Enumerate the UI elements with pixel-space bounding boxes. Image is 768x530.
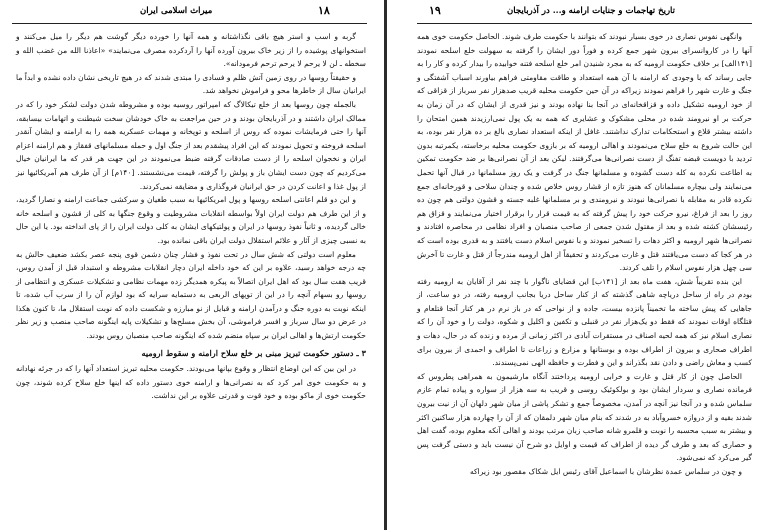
running-title: میراث اسلامی ایران — [140, 6, 213, 16]
paragraph: و چون در سلماس عمدة نظرشان با اسماعیل آقای رئیس ایل شکاک مقصور بود زیراکه — [469, 467, 742, 476]
header-rule — [12, 23, 367, 24]
paragraph: معلوم است دولتی که شش سال در تحت نفوذ و فشار چنان دشمن قوی پنجه عصر بکشد ضعیف حالش به چه درجه خواهد رسید، علاوه بر این که خود داخله ایران دچار انقلابات مشروطه و استبداد قبل از آمدن روس، قریب هفت سال بود که اهل ایران اتصالاً به پیکره همدیگر زده مهمات نظامی و تشکیلات عسکری و انتظامی از روسها رو بسهام آنچه را در این از توپهای الربعی به دستمایه سرایه که بود لوازم آن را از سرب آب شده، تا اینکه نوبت به دوره جنگ و درآمدن ارامنه و قبایل از نو مبارزه و شکست داده که نوبت استقلال ما، تا کنون هکذا در عرض دو سال سرباز و افسر فراموشی، آن بخش مسلح‌ها و تشکیلات پایه اینگونه صاحب منصب و زیر نظر حکومت ارتش‌ها و اهالی ایران بر سپاه منضم شده که اینگونه صاحب منصبان روس بودند. — [16, 249, 366, 341]
paragraph: و این دو قلم اعانتی اسلحه روسها و پول امریکائیها به سبب طغیان و سرکشی جماعت ارامنه و نصارا گردید، و از این طرف هم دولت ایران اولاً بواسطه انقلابات مشروطیت و وقوع جنگها به کلی از قشون و اسلحه خانه خالی گردیده، و ثانیاً نفوذ روسها در ایران و پولتیکهای ایشان به کلی دولت ایران را از پای انداخته بود. یا این حال به نسبی چیزی از آثار و علائم استقلال دولت ایران باقی نمانده بود. — [16, 195, 366, 245]
section-heading: ۳ ـ دستور حکومت تبریز مبنی بر خلع سلاح ارامنه و سقوط ارومیه — [141, 347, 366, 358]
body-text — [417, 30, 752, 479]
header-rule — [417, 23, 752, 24]
page-number: ۱۹ — [429, 4, 441, 17]
paragraph: الحاصل چون از کار قتل و غارت و خرابی ارومیه پرداختند آنگاه مارشیمون به همراهی پطروس که فرمانده نصاری و سردار ایشان بود و بولکوئیک روسی و قریب به سه هزار از سواره و پیاده تمام عازم سلماس شده و در آنجا نیز آنچه در آمدن، مخصوصاً جمع و تشکر پاشی از میان شهر دلهان آن از نیت بیرون شدند بقیه و از دروازه خسروآباد به در شدند که بنام میان شهر دلمقان که از آن را چهارده هزار ساکنین اکثر و بیشتر به سبب محسبه را نوبت و قلمرو شانه صاحب زبان مرتب بودند و اهالی آنکه معلوم بوده، گفت اهل و حصاری که بعد و طرف گر دیده از اطراف که قیمت و اوایل دو شرح آن نیست باید و دستی گرفت پس گیر می‌کرد که نمی‌شود. — [417, 371, 752, 463]
paragraph: و حقیقتاً روسها در روی زمین آتش ظلم و فسادی را مبتدی شدند که در هیچ تاریخی نشان داده نشده و ابداً ما ایرانیان سال از خاطرها محو و فراموش نخواهد شد. — [16, 72, 366, 96]
page-number: ۱۸ — [318, 4, 330, 17]
paragraph: وانگهی نفوس نصاری در خوی بسیار نبودند که بتوانند با حکومت طرف شوند. الحاصل حکومت خوی همه آنها را در کاروانسرای بیرون شهر جمع کرده و فوراً دور ایشان را گرفته به سهولت خلع اسلحه نمودند [۱۴۱الف] بر خلاف حکومت ارومیه که به مجرد شنیدن امر خلع اسلحه فتنه خوابیده را بیدار کرده و کار را به جایی رساند که با وجودی که ارامنه با آن همه استعداد و طاقت مقاومتی فراهم بیاورند اسباب آشفتگی و جنگ و غارت شهر را فراهم نمودند زیراکه در آن حین حکومت محلیه قریب صدهزار نفر سرباز از قزاقی که از خود ارومیه تشکیل داده و قزاقخانه‌ای در آنجا بنا نهاده بودند و نیز قدری از ایشان که در آن زمان به حرکت بر او نیرومند شده در محلی مشکوک و عشایری که همه به یک پول نمی‌ارزیدند همین امتحان را داشته بیشتر قلاع و استحکامات تدارک نداشتند. غافل از اینکه استعداد نصاری بالغ بر ده هزار نفر بوده، به این حالت شروع به خلع سلاح می‌نمودند و اهالی ارومیه که بر بازوی حکومت محلیه برخاسته، یکمرتبه بدون تردید با دویست قبضه تفنگ از دست نصرانی‌ها می‌گرفتند. لیکن بعد از آن نصرانی‌ها بر ضد حکومت تمکین به اطاعت نکرده به کله دست گشوده و مسلمانها جنگ در گرفت و یک روز مسلمانها در قبال آنها تحمل می‌نمایند ولی بیچاره مسلمانان که هنوز تازه از قشار روس خلاص شده و چندان سلاحی و قورخانه‌ای جمع نکرده قادر به مقابله با نصرانی‌ها نبودند و نیرومندی و بر مسلمانها غلبه جسته و قشون دولتی هم چون ده روز را بعد از فراغ، نیرو حرکت خود را پیش گرفته که به قیمت قرار را برقرار اختیار می‌نمایند و قزاق هم رئیسشان کشته شده و بعد از مقتول شدن جمعی از صاحب منصبان و افراد نظامی در محاصره افتادند و نصرانی‌ها شهر ارومیه و اکثر دهات را تسخیر نمودند و با نفوس اسلام دست یافتند و به قدری بوده است که در هر کجا که دست می‌یافتند قتل و غارت می‌کردند و تحقیقاً از اهل ارومیه مندرجاً از قتل و غارت تا آخرش سی چهل هزار نفوس اسلام را تلف کردند. — [417, 32, 752, 273]
paragraph: گربه و اسب و استر هیچ باقی نگذاشتانه و همه آنها را خورده دیگر گوشت هم دیگر را میل می‌کنند و استخوانهای پوشیده را از زیر خاک بیرون آورده آنها را آردکرده مصرف می‌نمایند» «اعاذنا الله من غضب الله و سخطه ـ لن لا یرحم لا یرحم ترحم فرمودانه». — [16, 32, 366, 69]
paragraph: در این بین که این اوضاع انتظار و وقوع بپانها می‌بودند. حکومت محلیه تبریز استعداد آنها را که در جرئه نهادانه و به حکومت خوی امر کرد که به نصرانی‌ها و ارامنه خوی دستور داده که اینها خلع سلاح کرده شوند، چون حکومت خوی از ماکو بوده و خود قوت و قدرتی علاوه بر این نداشت. — [16, 364, 366, 401]
right-page — [387, 0, 768, 530]
body-text — [16, 30, 366, 403]
paragraph: این بنده تقریباً شش، هفت ماه بعد از [۱۴۱ب] این قضایای ناگوار با چند نفر از آقایان به ارومیه رفته بودم در راه از ساحل دریاچه شاهی گذشته که از کنار ساحل دریا بجانب ارومیه رفته، در دو ساعت، از جاهایی که پیش ساخته ما تخمیناً پانزده بیست، جاده و از نواحی که در باز نرم در هر کنار آنجا قتلعام و قتلگاه اوقات نمودند که فقط دو یک‌هزار نفر در قنبلی و تکفین و اکلیل و شکوه، دولت را و خود آن را که نصاری اسلام نیز که همه لحیه اصناف در مستقرات آبادی در اکثر زمانی از مرده و زنده که در حال، دهات و اطراف صحاری و بیرون از اطراف بوده و بوستانها و مزارع و زراعات تا اطراف و احمدی از بیرون برای کسب و معاش راضی و دادن نقد بگذراند و این و فطرت و حافظه الهی نمی‌پسندند. — [417, 276, 753, 368]
running-title: تاریخ تهاجمات و جنایات ارامنه و... در آذربایجان — [507, 6, 675, 16]
paragraph: بالجمله چون روسها بعد از خلع تیکالاگ که امپراتور روسیه بوده و مشروطه شدن دولت لشکر خود را که در ممالک ایران داشتند و در آذربایجان بودند و در حین مراجعت به خاک خودشان سخت شیطنت و اتهامات بیسابقه، آنها را حتی فرمایشات نموده که روس از اسلحه و توپخانه و مهمات عسکریه همه را به ارامنه و ایشان آنقدر اسلحه فروخته و تحویل نمودند که این افراد پیشقدم بعد از جنگ اول و حمله مسلمانهای قفقاز و هم ارامنه اعزام ایران و نخجوان اسلحه را از دست صادقات گرفته ضبط می‌نمودند در این جهت هر قدر که ما ایرانیان خیال می‌کردیم که چون دست ایشان باز و پولش را گرفته، قیمت می‌نشستند. [۱۴۰م] از آن طرف هم آمریکائیها نیز از پول غذا و اعانت کردن در حق ایرانیان فروگذاری و مضایقه نمی‌کردند. — [16, 99, 367, 191]
